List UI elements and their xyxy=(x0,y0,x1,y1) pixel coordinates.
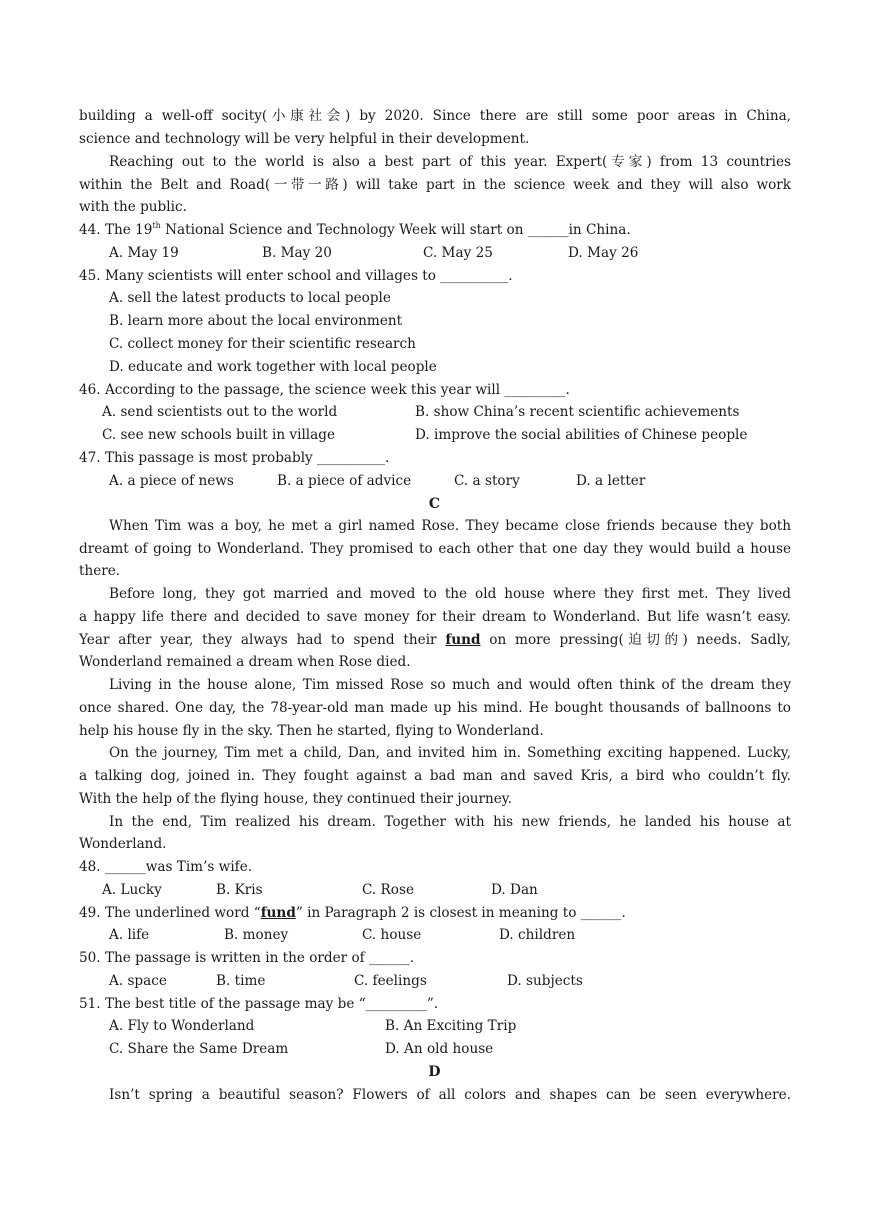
passage-line: In the end, Tim realized his dream. Together with his new friends, he landed his house at xyxy=(109,814,791,830)
option-d[interactable]: D. improve the social abilities of Chinese people xyxy=(415,427,748,443)
passage-line: a talking dog, joined in. They fought against a bad man and saved Kris, a bird who couldn’t fly. xyxy=(79,768,791,784)
underlined-word-fund: fund xyxy=(445,632,481,648)
passage-line: Living in the house alone, Tim missed Rose so much and would often think of the dream they xyxy=(109,677,791,693)
option-b[interactable]: B. show China’s recent scientific achievements xyxy=(415,404,740,420)
option-d[interactable]: D. educate and work together with local people xyxy=(109,359,437,375)
passage-line: help his house fly in the sky. Then he started, flying to Wonderland. xyxy=(79,723,544,739)
option-d[interactable]: D. Dan xyxy=(491,882,538,898)
option-c[interactable]: C. feelings xyxy=(354,973,427,989)
question-49-stem-start: 49. The underlined word “ xyxy=(79,905,261,921)
passage-line: there. xyxy=(79,563,121,579)
option-a[interactable]: A. Lucky xyxy=(102,882,162,898)
option-c[interactable]: C. May 25 xyxy=(423,245,493,261)
passage-line: When Tim was a boy, he met a girl named Rose. They became close friends because they both xyxy=(109,518,791,534)
passage-line xyxy=(79,630,791,650)
option-c[interactable]: C. collect money for their scientific research xyxy=(109,336,416,352)
passage-line: Isn’t spring a beautiful season? Flowers of all colors and shapes can be seen everywhere. xyxy=(109,1087,791,1103)
question-51-stem: 51. The best title of the passage may be “_________”. xyxy=(79,996,439,1012)
passage-line: On the journey, Tim met a child, Dan, and invited him in. Something exciting happened. Lucky, xyxy=(109,745,791,761)
question-50-stem: 50. The passage is written in the order of ______. xyxy=(79,950,415,966)
option-b[interactable]: B. May 20 xyxy=(262,245,332,261)
option-d[interactable]: D. a letter xyxy=(576,473,646,489)
option-b[interactable]: B. learn more about the local environment xyxy=(109,313,403,329)
passage-line: a happy life there and decided to save money for their dream to Wonderland. But life wasn’t easy. xyxy=(79,609,791,625)
option-a[interactable]: A. sell the latest products to local people xyxy=(109,290,391,306)
option-a[interactable]: A. space xyxy=(109,973,167,989)
question-44-stem-start: 44. The 19 xyxy=(79,222,153,238)
passage-line: within the Belt and Road(一带一路) will take part in the science week and they will also work xyxy=(79,177,791,193)
option-b[interactable]: B. Kris xyxy=(216,882,263,898)
option-d[interactable]: D. An old house xyxy=(385,1041,494,1057)
option-b[interactable]: B. time xyxy=(216,973,266,989)
section-heading-d: D xyxy=(428,1064,441,1080)
question-48-stem: 48. ______was Tim’s wife. xyxy=(79,859,253,875)
option-d[interactable]: D. subjects xyxy=(507,973,583,989)
question-49-stem-end: ” in Paragraph 2 is closest in meaning to ______. xyxy=(295,905,626,921)
option-a[interactable]: A. May 19 xyxy=(109,245,179,261)
question-44-stem-end: National Science and Technology Week will start on ______in China. xyxy=(160,222,631,238)
option-c[interactable]: C. Rose xyxy=(362,882,414,898)
passage-line: once shared. One day, the 78-year-old man made up his mind. He bought thousands of ballnoons to xyxy=(79,700,791,716)
passage-line: Before long, they got married and moved to the old house where they first met. They lived xyxy=(109,586,791,602)
section-heading-c: C xyxy=(428,496,441,512)
option-a[interactable]: A. a piece of news xyxy=(109,473,234,489)
option-b[interactable]: B. money xyxy=(224,927,289,943)
option-c[interactable]: C. house xyxy=(362,927,422,943)
question-47-stem: 47. This passage is most probably __________. xyxy=(79,450,390,466)
option-c[interactable]: C. see new schools built in village xyxy=(102,427,335,443)
option-c[interactable]: C. a story xyxy=(454,473,520,489)
option-a[interactable]: A. life xyxy=(109,927,150,943)
passage-text: on more pressing(迫切的) needs. Sadly, xyxy=(480,632,791,648)
option-c[interactable]: C. Share the Same Dream xyxy=(109,1041,289,1057)
underlined-word-fund: fund xyxy=(260,905,296,921)
option-a[interactable]: A. send scientists out to the world xyxy=(102,404,338,420)
passage-line: Wonderland. xyxy=(79,836,167,852)
passage-text: Year after year, they always had to spend their xyxy=(79,632,446,648)
option-b[interactable]: B. a piece of advice xyxy=(277,473,412,489)
passage-line: science and technology will be very helpful in their development. xyxy=(79,131,530,147)
question-46-stem: 46. According to the passage, the science week this year will _________. xyxy=(79,382,570,398)
passage-line: building a well-off socity(小康社会) by 2020. Since there are still some poor areas in China, xyxy=(79,108,791,124)
passage-line: Reaching out to the world is also a best part of this year. Expert(专家) from 13 countries xyxy=(109,154,791,170)
question-44 xyxy=(79,220,791,240)
question-49 xyxy=(79,903,791,923)
question-45-stem: 45. Many scientists will enter school and villages to __________. xyxy=(79,268,513,284)
ordinal-suffix: th xyxy=(152,221,161,230)
passage-line: Wonderland remained a dream when Rose died. xyxy=(79,654,411,670)
passage-line: dreamt of going to Wonderland. They promised to each other that one day they would build a house xyxy=(79,541,791,557)
passage-line: with the public. xyxy=(79,199,187,215)
option-a[interactable]: A. Fly to Wonderland xyxy=(109,1018,255,1034)
option-d[interactable]: D. children xyxy=(499,927,576,943)
option-d[interactable]: D. May 26 xyxy=(568,245,639,261)
passage-line: With the help of the flying house, they continued their journey. xyxy=(79,791,513,807)
option-b[interactable]: B. An Exciting Trip xyxy=(385,1018,517,1034)
